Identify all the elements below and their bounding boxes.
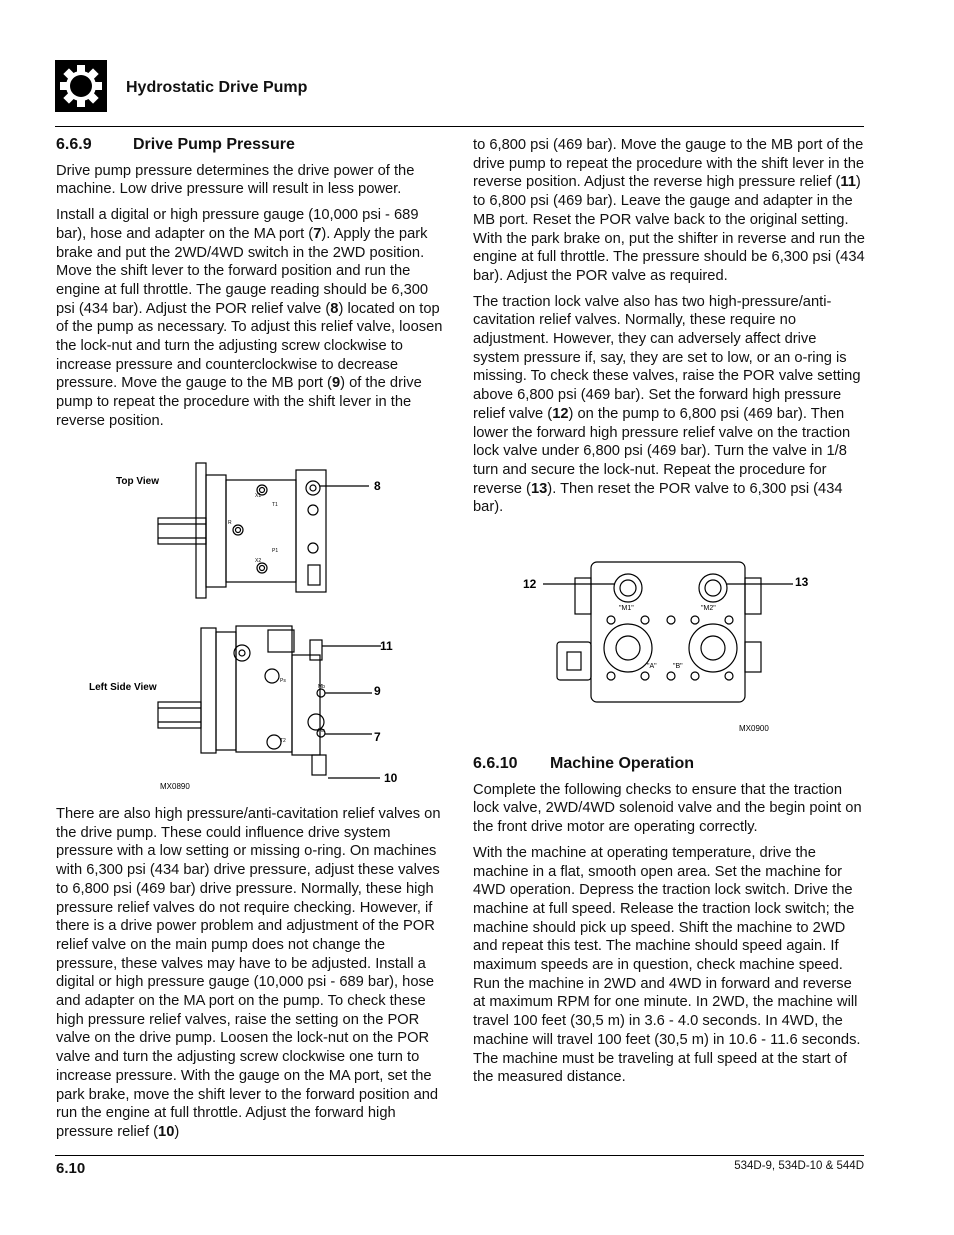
callout-7: 7 [374,730,381,744]
port-label: "A" [647,663,657,670]
port-label: "B" [673,663,683,670]
callout-9: 9 [374,684,381,698]
port-label: "M1" [619,605,634,612]
callout-12: 12 [523,577,537,591]
port-label: T2 [280,738,286,744]
model-list: 534D-9, 534D-10 & 544D [734,1160,864,1172]
figure-id: MX0890 [160,782,190,791]
section-heading-drive-pump-pressure [56,136,448,155]
traction-lock-valve-figure [473,550,865,740]
callout-ref: 8 [330,300,339,317]
section-heading-machine-operation [473,755,865,774]
callout-8: 8 [374,479,381,493]
callout-10: 10 [384,771,398,785]
paragraph: Drive pump pressure determines the drive power of the machine. Low drive pressure will result in less power. [56,162,415,198]
port-label: X2 [255,558,262,564]
figure-label-side-view: Left Side View [89,682,157,693]
right-column-continued [473,755,865,1094]
callout-13: 13 [795,575,809,589]
footer-divider [55,1155,864,1156]
port-label: T1 [272,502,278,508]
port-label: Ma [318,728,325,734]
callout-11: 11 [380,639,393,653]
port-label: P1 [272,548,279,554]
port-label: X1 [255,493,262,499]
gear-icon [55,60,107,112]
section-number: 6.6.10 [473,755,518,772]
paragraph: There are also high pressure/anti-cavitation relief valves on the drive pump. These could influence drive system pressure with a low setting or missing o-ring. On machines with 6,300 psi (434 bar) drive pressure, adjust these valves to 6,800 psi (469 bar) drive pressure. Normally, these high pressure relief valves do not require checking. However, if there is a drive power problem and adjustment of the POR relief valve on the main pump does not change the pressure, these valves may have to be adjusted. Install a digital or high pressure gauge (10,000 psi - 689 bar), hose and adapter on the MA port on the pump. To check these high pressure relief valves, raise the setting on the POR valve on the drive pump. Loosen the lock-nut on the POR valve and turn the adjusting screw clockwise one turn to increase pressure. With the gauge on the MA port, set the park brake, move the shift lever to the forward position and run the engine at full throttle. Adjust the forward high pressure relief (10) [56,806,441,1140]
port-label: "M2" [701,605,716,612]
paragraph: The traction lock valve also has two high-pressure/anti-cavitation relief valves. Normally, these require no adjustment. However, they can adversely affect drive system pressure if, say, they are set to low, or an o-ring is missing. To check these valves, raise the POR valve setting above 6,800 psi (469 bar). Set the forward high pressure relief valve (12) on the pump to 6,800 psi (469 bar). Then lower the forward high pressure relief valve on the traction lock valve under 6,800 psi (469 bar). Turn the valve in 1/8 turn and secure the lock-nut. Repeat the procedure for reverse (13). Then reset the POR valve to 6,300 psi (434 bar). [473,293,861,516]
callout-ref: 9 [331,375,341,392]
header-title: Hydrostatic Drive Pump [126,79,308,96]
callout-ref: 7 [313,225,322,242]
callout-ref: 12 [552,405,569,422]
header-divider [55,126,864,127]
section-title: Drive Pump Pressure [133,136,295,153]
figure-id: MX0900 [739,724,769,733]
port-label: R [228,520,232,526]
left-column [56,136,448,438]
paragraph: Complete the following checks to ensure that the traction lock valve, 2WD/4WD solenoid valve and the begin point on the front drive motor are operating correctly. [473,781,862,836]
paragraph: to 6,800 psi (469 bar). Move the gauge to the MB port of the drive pump to repeat the procedure with the shift lever in the reverse position. Adjust the reverse high pressure relief (11) to 6,800 psi (469 bar). Leave the gauge and adapter in the MB port. Reset the POR valve back to the original setting. With the park brake on, put the shifter in reverse and run the engine at full throttle. The pressure should be 6,300 psi (434 bar). Adjust the POR valve as required. [473,137,865,284]
page-number: 6.10 [56,1160,86,1177]
callout-ref: 13 [530,480,548,497]
paragraph: With the machine at operating temperature, drive the machine in a flat, smooth open area. Set the machine for 4WD operation. Depress the traction lock switch. Drive the machine at full speed. Release the traction lock switch; the machine should pick up speed. Shift the machine to 2WD and repeat this test. The machine should speed again. If maximum speeds are in question, check machine speed. Run the machine in 2WD and 4WD in forward and reverse at maximum RPM for one minute. In 2WD, the machine will travel 100 feet (30,5 m) in 3.6 - 4.0 seconds. In 4WD, the machine will travel 100 feet (30,5 m) in 10.6 - 11.6 seconds. The machine must be traveling at full speed at the start of the measured distance. [473,844,861,1086]
drive-pump-figure [56,450,448,800]
left-column-continued [56,805,448,1149]
callout-ref: 10 [158,1123,175,1140]
port-label: Ps [280,678,286,684]
figure-label-top-view: Top View [116,476,159,487]
section-number: 6.6.9 [56,136,92,153]
callout-ref: 11 [840,174,856,191]
port-label: Mb [318,684,325,690]
section-title: Machine Operation [550,755,695,772]
paragraph: Install a digital or high pressure gauge (10,000 psi - 689 bar), hose and adapter on the MA port (7). Apply the park brake and put the 2WD/4WD switch in the 2WD position. Move the shift lever to the forward position and run the engine at full throttle. The gauge reading should be 6,300 psi (434 bar). Adjust the POR relief valve (8) located on top of the pump as necessary. To adjust this relief valve, loosen the lock-nut and turn the adjusting screw clockwise to increase pressure and counterclockwise to decrease pressure. Move the gauge to the MB port (9) of the drive pump to repeat the procedure with the shift lever in the reverse position. [56,207,443,429]
right-column [473,136,865,524]
